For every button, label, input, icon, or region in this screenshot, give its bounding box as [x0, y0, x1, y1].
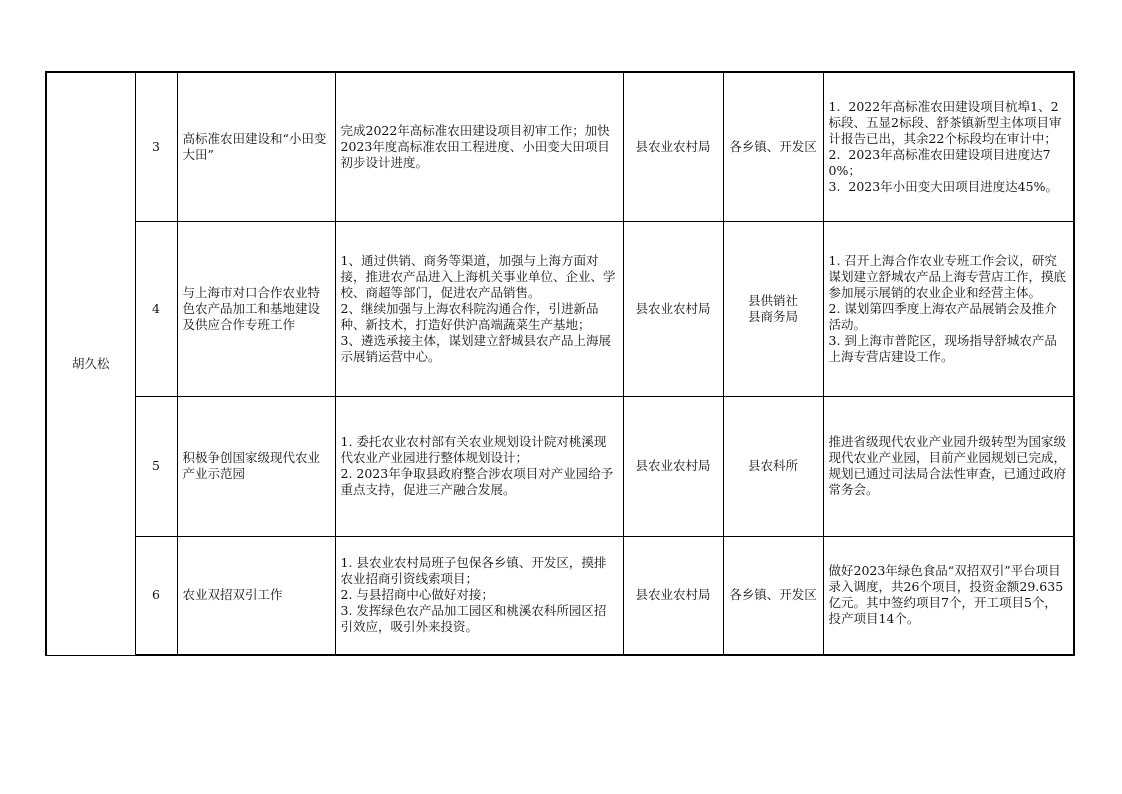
task-measures [335, 396, 623, 536]
progress [823, 72, 1074, 221]
progress-line: 做好2023年绿色食品“双招双引”平台项目录入调度，共26个项目，投资金额29.635亿元。其中签约项目7个，开工项目5个，投产项目14个。 [828, 563, 1064, 627]
lead-department: 县农业农村局 [623, 72, 723, 221]
lead-department: 县农业农村局 [623, 396, 723, 536]
row-number: 6 [135, 536, 177, 655]
coop-line: 县农科所 [747, 458, 798, 473]
measure-line: 3. 发挥绿色农产品加工园区和桃溪农科所园区招引效应，吸引外来投资。 [340, 603, 607, 635]
progress-line: 2. 2023年高标准农田建设项目进度达70%； [828, 146, 1051, 178]
coop-line: 各乡镇、开发区 [729, 138, 817, 154]
progress-line: 1. 2022年高标准农田建设项目杭埠1、2标段、五显2标段、舒茶镇新型主体项目审计报告已出，其余22个标段均在审计中； [828, 98, 1062, 146]
row-number: 4 [135, 221, 177, 396]
progress-line: 3. 到上海市普陀区，现场指导舒城农产品上海专营店建设工作。 [828, 332, 1057, 364]
measure-line: 1. 县农业农村局班子包保各乡镇、开发区，摸排农业招商引资线索项目； [340, 555, 607, 587]
measure-line: 1、通过供销、商务等渠道，加强与上海方面对接，推进农产品进入上海机关事业单位、企业、学校、商超等部门，促进农产品销售。 [340, 252, 616, 300]
progress [823, 396, 1074, 536]
table-row [46, 396, 1074, 536]
measure-line: 2、继续加强与上海农科院沟通合作，引进新品种、新技术，打造好供沪高端蔬菜生产基地； [340, 300, 599, 332]
progress-line: 3. 2023年小田变大田项目进度达45%。 [828, 178, 1058, 194]
cooperating-department [723, 536, 823, 655]
task-name: 与上海市对口合作农业特色农产品加工和基地建设及供应合作专班工作 [177, 221, 335, 396]
progress [823, 221, 1074, 396]
lead-department: 县农业农村局 [623, 536, 723, 655]
progress-line: 2. 谋划第四季度上海农产品展销会及推介活动。 [828, 300, 1057, 332]
task-measures [335, 221, 623, 396]
task-name: 农业双招双引工作 [177, 536, 335, 655]
coop-line: 各乡镇、开发区 [729, 587, 817, 603]
table-row [46, 536, 1074, 655]
measure-line: 2. 与县招商中心做好对接； [340, 587, 494, 603]
coop-line: 县供销社 [747, 292, 798, 308]
task-measures [335, 72, 623, 221]
cooperating-department [723, 396, 823, 536]
cooperating-department [723, 72, 823, 221]
task-name: 积极争创国家级现代农业产业示范园 [177, 396, 335, 536]
table-row [46, 72, 1074, 221]
task-name: 高标准农田建设和“小田变大田” [177, 72, 335, 221]
lead-department: 县农业农村局 [623, 221, 723, 396]
measure-line: 3、遴选承接主体，谋划建立舒城县农产品上海展示展销运营中心。 [340, 332, 611, 364]
progress [823, 536, 1074, 655]
cooperating-department [723, 221, 823, 396]
row-number: 3 [135, 72, 177, 221]
table-row [46, 221, 1074, 396]
responsible-person: 胡久松 [46, 72, 135, 655]
row-number: 5 [135, 396, 177, 536]
coop-line: 县商务局 [747, 308, 798, 324]
measure-line: 完成2022年高标准农田建设项目初审工作；加快2023年度高标准农田工程进度、小田变大田项目初步设计进度。 [340, 122, 610, 170]
progress-line: 1. 召开上海合作农业专班工作会议，研究谋划建立舒城农产品上海专营店工作，摸底参加展示展销的农业企业和经营主体。 [828, 252, 1067, 300]
task-measures [335, 536, 623, 655]
work-task-table [45, 71, 1075, 656]
measure-line: 1. 委托农业农村部有关农业规划设计院对桃溪现代农业产业园进行整体规划设计； [340, 434, 607, 465]
measure-line: 2. 2023年争取县政府整合涉农项目对产业园给予重点支持，促进三产融合发展。 [340, 466, 614, 497]
progress-line: 推进省级现代农业产业园升级转型为国家级现代农业产业园，目前产业园规划已完成，规划已通过司法局合法性审查，已通过政府常务会。 [828, 434, 1067, 497]
